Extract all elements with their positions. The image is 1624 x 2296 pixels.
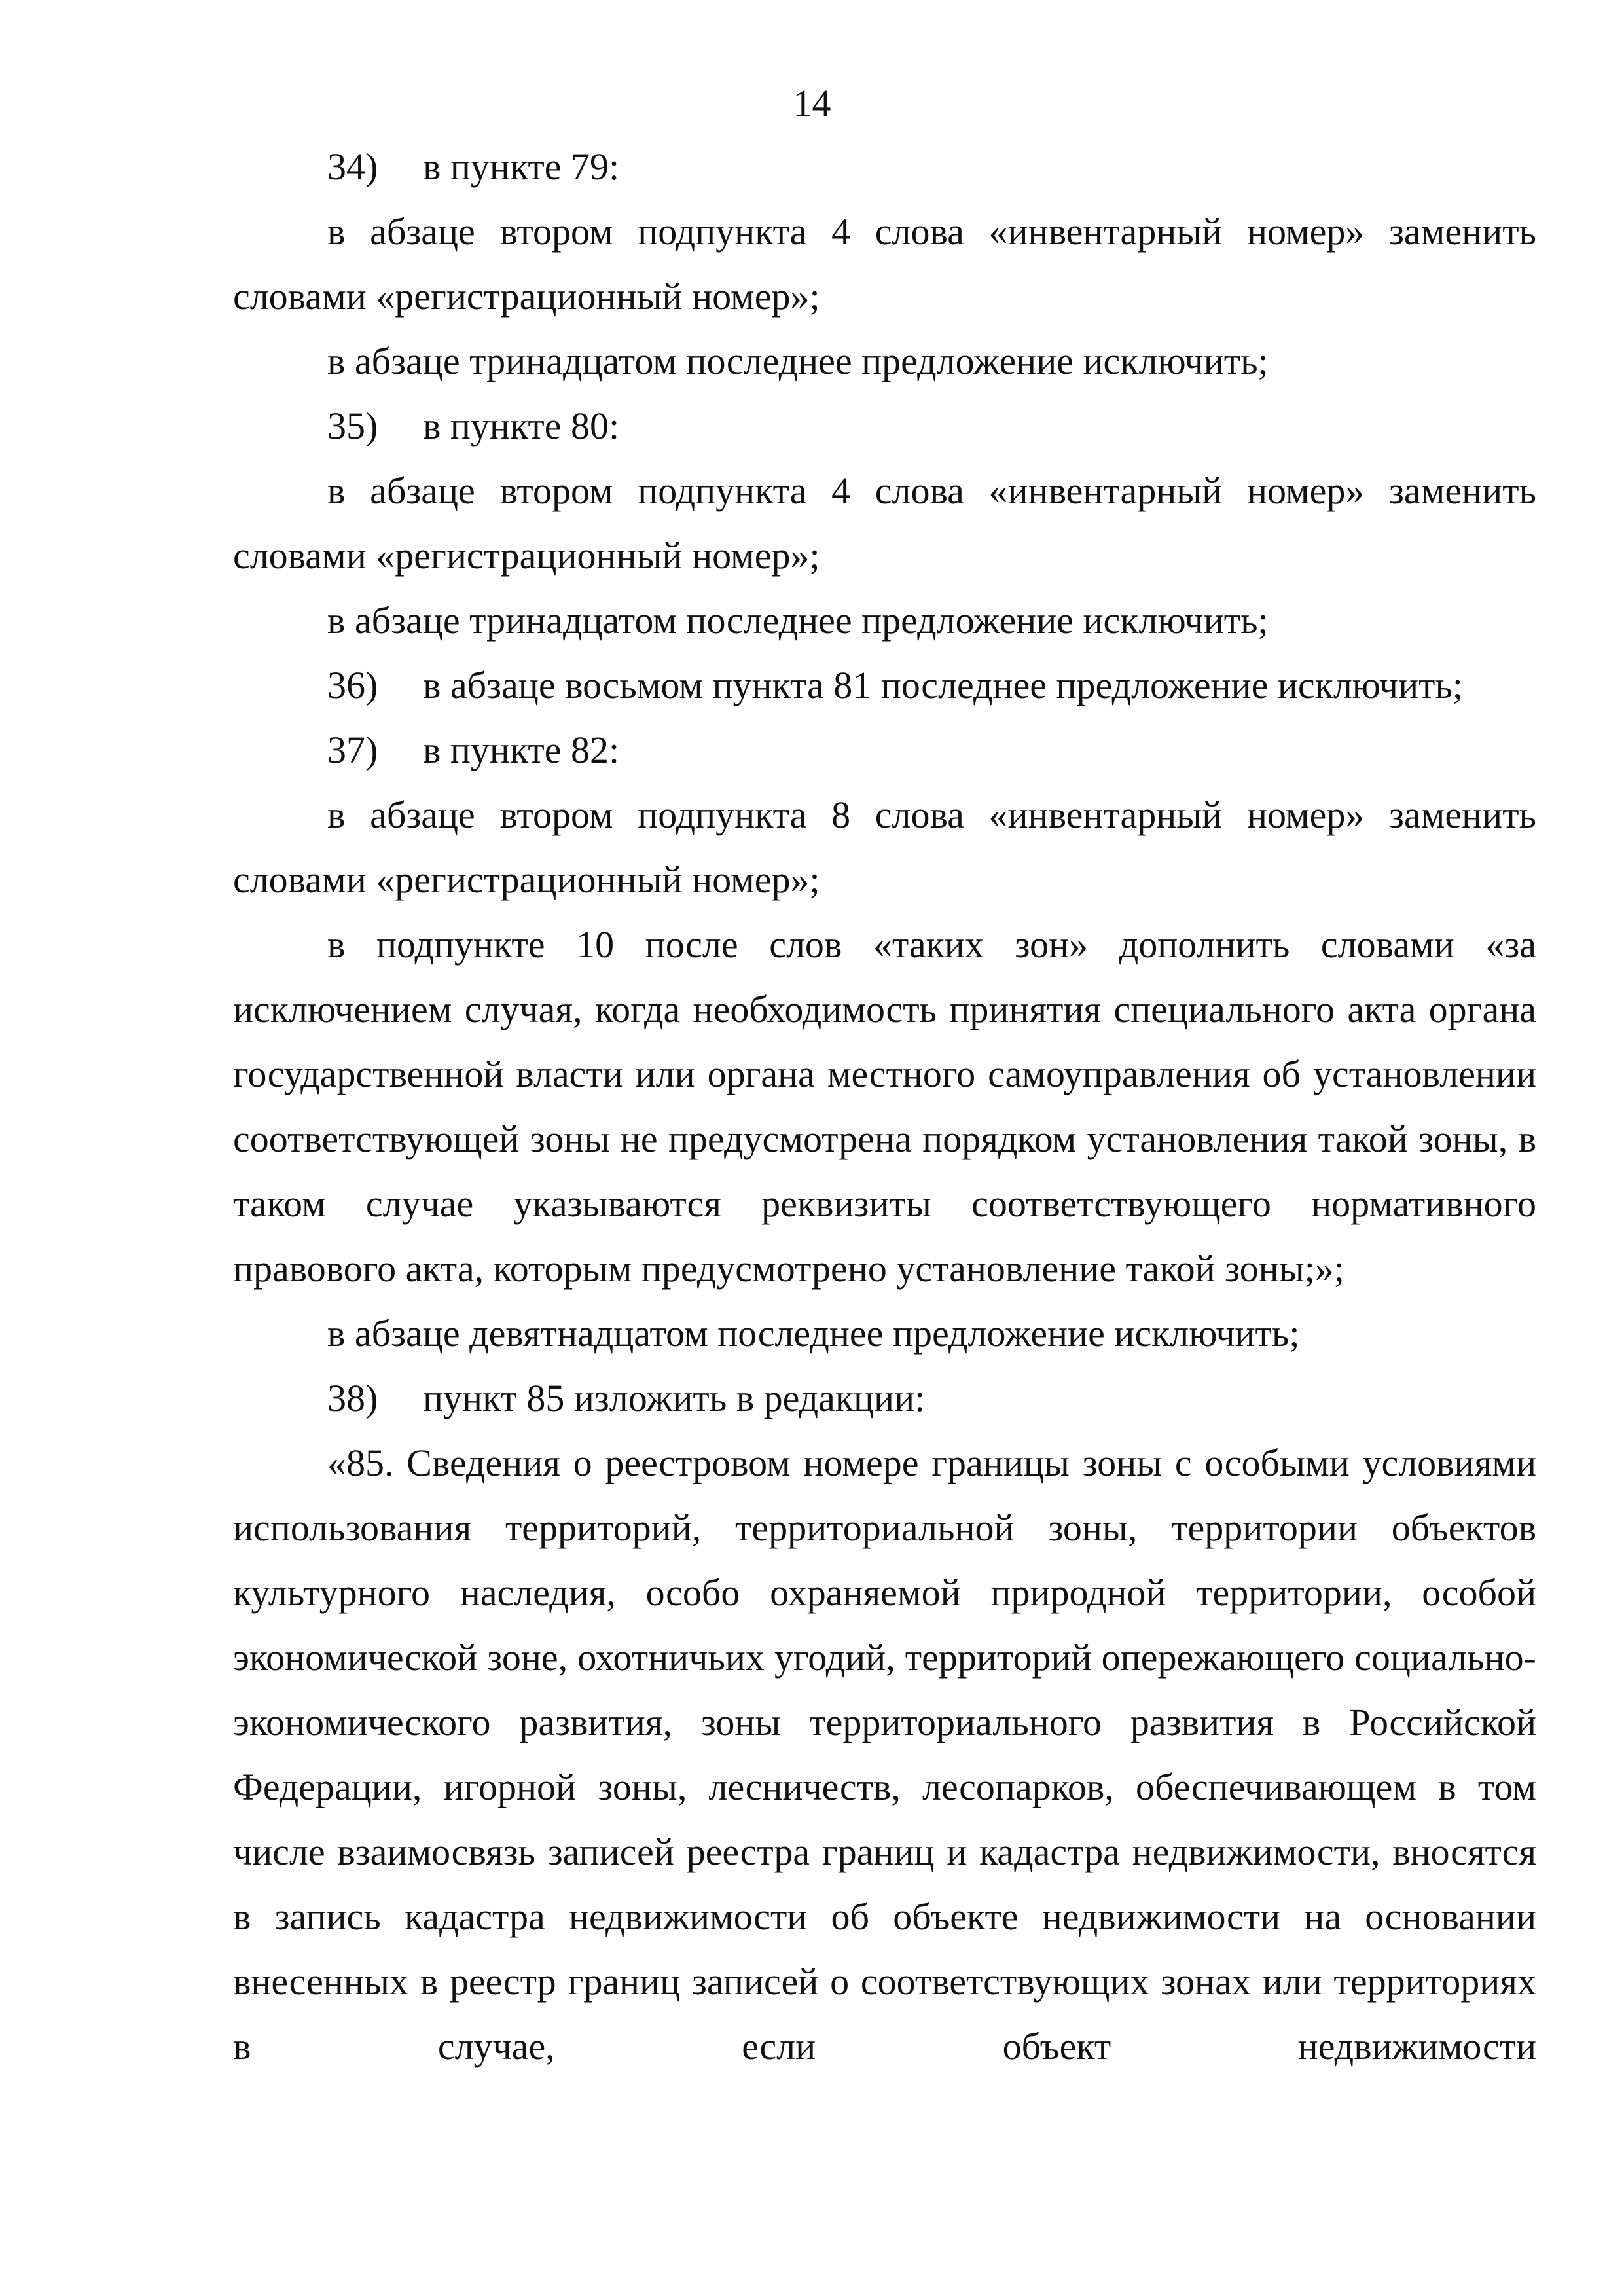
paragraph-text: в абзаце тринадцатом последнее предложение исключить;: [327, 340, 1269, 382]
paragraph-text: в подпункте 10 после слов «таких зон» дополнить словами «за исключением случая, когда необходимость принятия специального акта органа государственной власти или органа местного самоуправления об установлении соответствующей зоны не предусмотрена порядком установления такой зоны, в таком случае указываются реквизиты соответствующего нормативного правового акта, которым предусмотрено установление такой зоны;»;: [233, 923, 1536, 1290]
page-number: 14: [793, 82, 831, 124]
item-number: 34): [327, 145, 378, 188]
paragraph-text: в абзаце втором подпункта 4 слова «инвентарный номер» заменить словами «регистрационный номер»;: [233, 210, 1536, 318]
paragraph-item-36: [233, 653, 1536, 718]
item-number: 38): [327, 1377, 378, 1419]
paragraph-text: в пункте 79:: [423, 145, 620, 188]
paragraph: [233, 329, 1536, 393]
paragraph-item-37: [233, 718, 1536, 782]
paragraph-text: в пункте 82:: [423, 729, 620, 771]
paragraph-text: в абзаце втором подпункта 4 слова «инвентарный номер» заменить словами «регистрационный номер»;: [233, 469, 1536, 577]
document-body: [233, 134, 1536, 2079]
paragraph-text: пункт 85 изложить в редакции:: [423, 1377, 926, 1419]
item-number: 36): [327, 664, 378, 706]
paragraph-text: в абзаце втором подпункта 8 слова «инвентарный номер» заменить словами «регистрационный номер»;: [233, 793, 1536, 901]
paragraph-text: в абзаце тринадцатом последнее предложение исключить;: [327, 599, 1269, 642]
paragraph: [233, 199, 1536, 329]
paragraph-quoted-item-85: [233, 1430, 1536, 2079]
item-number: 37): [327, 729, 378, 771]
paragraph: [233, 782, 1536, 912]
paragraph: [233, 458, 1536, 588]
paragraph: [233, 912, 1536, 1301]
paragraph-text: «85. Сведения о реестровом номере границы зоны с особыми условиями использования территорий, территориальной зоны, территории объектов культурного наследия, особо охраняемой природной территории, особой экономической зоне, охотничьих угодий, территорий опережающего социально-экономического развития, зоны территориального развития в Российской Федерации, игорной зоны, лесничеств, лесопарков, обеспечивающем в том числе взаимосвязь записей реестра границ и кадастра недвижимости, вносятся в запись кадастра недвижимости об объекте недвижимости на основании внесенных в реестр границ записей о соответствующих зонах или территориях в случае, если объект недвижимости: [233, 1442, 1536, 2068]
item-number: 35): [327, 405, 378, 447]
paragraph: [233, 1301, 1536, 1366]
paragraph-text: в абзаце восьмом пункта 81 последнее предложение исключить;: [423, 664, 1464, 706]
paragraph-text: в пункте 80:: [423, 405, 620, 447]
paragraph-item-38: [233, 1366, 1536, 1430]
paragraph-item-35: [233, 393, 1536, 458]
paragraph-item-34: [233, 134, 1536, 199]
paragraph: [233, 588, 1536, 653]
paragraph-text: в абзаце девятнадцатом последнее предложение исключить;: [327, 1312, 1300, 1355]
